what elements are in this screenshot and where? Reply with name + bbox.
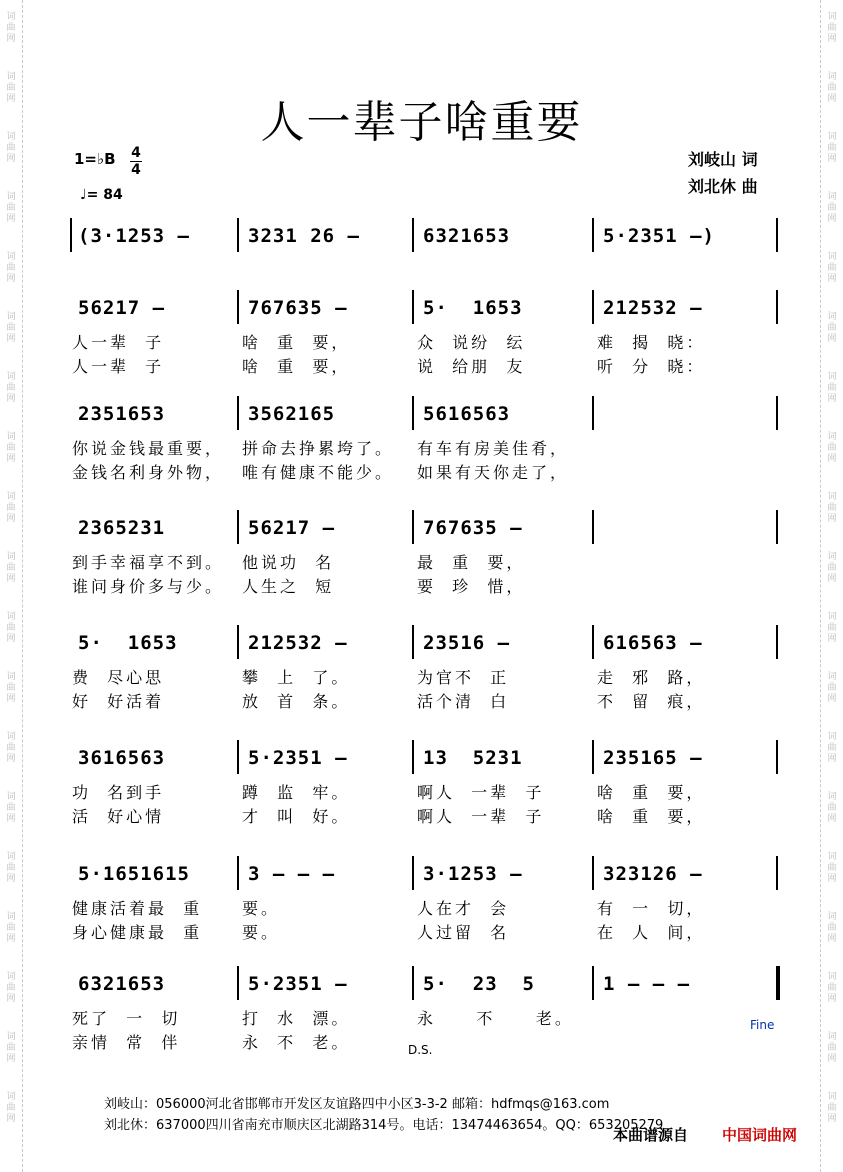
watermark-text: 词曲网 (827, 312, 837, 344)
lyric-segment: 人一辈 子 (72, 357, 165, 376)
watermark-text: 词曲网 (6, 492, 16, 524)
watermark-text: 词曲网 (827, 132, 837, 164)
notes-line (72, 856, 778, 896)
lyric-segment: 要 珍 惜， (417, 577, 526, 596)
measure-notes: 3 — — — (248, 863, 336, 885)
watermark-text: 词曲网 (827, 12, 837, 44)
barline (592, 218, 594, 252)
song-title: 人一辈子啥重要 (260, 97, 583, 148)
lyric-segment: 难 揭 晓： (597, 333, 706, 352)
watermark-text: 词曲网 (6, 612, 16, 644)
measure-notes: 767635 — (423, 517, 523, 539)
watermark-text: 词曲网 (827, 972, 837, 1004)
measure-notes: 13 5231 (423, 747, 523, 769)
measure-notes: 5616563 (423, 403, 511, 425)
lyric-segment: 死了 一 切 (72, 1009, 181, 1028)
fine-marking: Fine (750, 1018, 775, 1032)
measure-notes: 2365231 (78, 517, 166, 539)
lyric-line (72, 665, 778, 689)
barline (776, 290, 778, 324)
watermark-text: 词曲网 (6, 252, 16, 284)
lyric-line (72, 436, 778, 460)
barline (412, 396, 414, 430)
lyric-segment: 为官不 正 (417, 668, 510, 687)
lyric-segment: 蹲 监 牢。 (242, 783, 351, 802)
measure-notes: 5·2351 — (248, 973, 348, 995)
watermark-text: 词曲网 (6, 732, 16, 764)
lyric-line (72, 1006, 778, 1030)
score-row (72, 510, 778, 598)
lyric-segment: 人在才 会 (417, 899, 510, 918)
lyric-segment: 不 留 痕， (597, 692, 706, 711)
watermark-text: 词曲网 (6, 432, 16, 464)
watermark-text: 词曲网 (827, 1032, 837, 1064)
notes-line (72, 625, 778, 665)
watermark-text: 词曲网 (827, 912, 837, 944)
measure-notes: 6321653 (423, 225, 511, 247)
barline (237, 966, 239, 1000)
lyric-segment: 费 尽心思 (72, 668, 165, 687)
lyric-line (72, 920, 778, 944)
measure-notes: 1 — — — (603, 973, 691, 995)
watermark-text: 词曲网 (827, 192, 837, 224)
barline (592, 290, 594, 324)
lyric-segment: 你说金钱最重要， (72, 439, 225, 458)
barline (776, 218, 778, 252)
lyric-segment: 亲情 常 伴 (72, 1033, 181, 1052)
lyric-segment: 走 邪 路， (597, 668, 706, 687)
score-row (72, 396, 778, 484)
lyric-segment: 打 水 漂。 (242, 1009, 351, 1028)
score-row (72, 740, 778, 828)
lyric-segment: 有 一 切， (597, 899, 706, 918)
footer-line-lyricist: 刘岐山：056000河北省邯郸市开发区友谊路四中小区3-3-2 邮箱：hdfmqs@163.com (104, 1097, 610, 1112)
notes-line (72, 510, 778, 550)
lyric-line (72, 804, 778, 828)
watermark-text: 词曲网 (6, 552, 16, 584)
lyric-segment: 谁问身价多与少。 (72, 577, 225, 596)
lyric-segment: 人生之 短 (242, 577, 335, 596)
score-row (72, 290, 778, 378)
watermark-text: 词曲网 (827, 1092, 837, 1124)
lyric-segment: 到手幸福享不到。 (72, 553, 225, 572)
barline (412, 218, 414, 252)
barline (237, 396, 239, 430)
lyric-segment: 活个清 白 (417, 692, 510, 711)
watermark-text: 词曲网 (827, 852, 837, 884)
measure-notes: 2351653 (78, 403, 166, 425)
lyric-segment: 在 人 间， (597, 923, 706, 942)
barline (592, 856, 594, 890)
lyric-segment: 众 说纷 纭 (417, 333, 526, 352)
watermark-text: 词曲网 (827, 672, 837, 704)
barline (776, 396, 778, 430)
lyric-segment: 要。 (242, 923, 281, 942)
watermark-text: 词曲网 (827, 252, 837, 284)
measure-notes: 5· 1653 (78, 632, 178, 654)
watermark-text: 词曲网 (827, 732, 837, 764)
lyric-line (72, 689, 778, 713)
measure-notes: 3616563 (78, 747, 166, 769)
measure-notes: 23516 — (423, 632, 511, 654)
barline (592, 966, 594, 1000)
measure-notes: 235165 — (603, 747, 703, 769)
barline (776, 856, 778, 890)
barline (592, 396, 594, 430)
lyric-segment: 如果有天你走了， (417, 463, 570, 482)
measure-notes: 6321653 (78, 973, 166, 995)
watermark-text: 词曲网 (6, 792, 16, 824)
lyric-segment: 啥 重 要， (242, 333, 351, 352)
notes-line (72, 966, 778, 1006)
lyric-line (72, 258, 778, 282)
watermark-text: 词曲网 (6, 372, 16, 404)
measure-notes: (3·1253 — (78, 225, 190, 247)
meter-top: 4 (131, 145, 141, 161)
lyric-line (72, 896, 778, 920)
measure-notes: 5·2351 — (248, 747, 348, 769)
measure-notes: 5· 23 5 (423, 973, 535, 995)
measure-notes: 5·2351 —) (603, 225, 715, 247)
notes-line (72, 396, 778, 436)
watermark-text: 词曲网 (6, 132, 16, 164)
lyric-line (72, 354, 778, 378)
barline (412, 856, 414, 890)
barline (70, 218, 72, 252)
lyric-line (72, 574, 778, 598)
credits (688, 146, 758, 200)
source-label: 本曲谱源自 (613, 1126, 689, 1144)
lyric-segment: 他说功 名 (242, 553, 335, 572)
composer: 刘北休 曲 (688, 177, 758, 196)
score-row (72, 966, 778, 1054)
lyric-segment: 功 名到手 (72, 783, 165, 802)
meter-bottom: 4 (131, 162, 141, 178)
barline (592, 740, 594, 774)
watermark-text: 词曲网 (6, 1032, 16, 1064)
lyric-segment: 健康活着最 重 (72, 899, 203, 918)
lyric-segment: 放 首 条。 (242, 692, 351, 711)
key-signature: 1=♭B (74, 150, 116, 168)
watermark-text: 词曲网 (827, 72, 837, 104)
measure-notes: 3562165 (248, 403, 336, 425)
lyric-segment: 才 叫 好。 (242, 807, 351, 826)
watermark-text: 词曲网 (6, 912, 16, 944)
lyric-segment: 攀 上 了。 (242, 668, 351, 687)
left-watermark-strip (0, 0, 23, 1172)
lyric-segment: 人过留 名 (417, 923, 510, 942)
time-signature (130, 145, 142, 178)
watermark-text: 词曲网 (6, 192, 16, 224)
lyric-segment: 永 不 老。 (242, 1033, 351, 1052)
watermark-text: 词曲网 (827, 492, 837, 524)
measure-notes: 616563 — (603, 632, 703, 654)
watermark-text: 词曲网 (827, 432, 837, 464)
watermark-text: 词曲网 (6, 1092, 16, 1124)
barline (776, 740, 778, 774)
watermark-text: 词曲网 (827, 792, 837, 824)
watermark-text: 词曲网 (827, 612, 837, 644)
watermark-text: 词曲网 (6, 312, 16, 344)
watermark-text: 词曲网 (6, 672, 16, 704)
watermark-text: 词曲网 (6, 852, 16, 884)
lyric-segment: 有车有房美佳肴， (417, 439, 570, 458)
barline (412, 290, 414, 324)
tempo-marking: ♩= 84 (80, 187, 123, 203)
lyric-line (72, 330, 778, 354)
lyric-segment: 金钱名利身外物， (72, 463, 225, 482)
measure-notes: 3·1253 — (423, 863, 523, 885)
lyric-segment: 啥 重 要， (242, 357, 351, 376)
barline (412, 625, 414, 659)
lyric-line (72, 780, 778, 804)
barline (412, 740, 414, 774)
watermark-text: 词曲网 (827, 372, 837, 404)
watermark-text: 词曲网 (6, 72, 16, 104)
measure-notes: 5·1651615 (78, 863, 190, 885)
lyric-segment: 啥 重 要， (597, 807, 706, 826)
lyric-segment: 最 重 要， (417, 553, 526, 572)
lyric-segment: 说 给朋 友 (417, 357, 526, 376)
footer-line-composer: 刘北休：637000四川省南充市顺庆区北湖路314号。电话：13474463654。QQ：653205279 (104, 1118, 664, 1133)
lyric-segment: 身心健康最 重 (72, 923, 203, 942)
lyric-line (72, 550, 778, 574)
barline (412, 966, 414, 1000)
notes-line (72, 290, 778, 330)
measure-notes: 56217 — (78, 297, 166, 319)
barline (776, 966, 780, 1000)
lyric-segment: 人一辈 子 (72, 333, 165, 352)
lyric-line (72, 460, 778, 484)
measure-notes: 767635 — (248, 297, 348, 319)
barline (237, 740, 239, 774)
notes-line (72, 740, 778, 780)
barline (237, 218, 239, 252)
right-watermark-strip (820, 0, 843, 1172)
source-site-link[interactable]: 中国词曲网 (722, 1126, 798, 1144)
watermark-text: 词曲网 (827, 552, 837, 584)
score-row (72, 856, 778, 944)
score-row (72, 625, 778, 713)
barline (237, 510, 239, 544)
barline (592, 625, 594, 659)
lyric-segment: 唯有健康不能少。 (242, 463, 395, 482)
measure-notes: 323126 — (603, 863, 703, 885)
lyric-segment: 啊人 一辈 子 (417, 807, 545, 826)
contact-footer (104, 1094, 663, 1136)
lyric-segment: 活 好心情 (72, 807, 165, 826)
notes-line (72, 218, 778, 258)
lyric-segment: 听 分 晓： (597, 357, 706, 376)
measure-notes: 212532 — (603, 297, 703, 319)
lyric-segment: 啊人 一辈 子 (417, 783, 545, 802)
barline (237, 856, 239, 890)
barline (776, 625, 778, 659)
lyric-segment: 拼命去挣累垮了。 (242, 439, 395, 458)
lyric-segment: 要。 (242, 899, 281, 918)
lyric-segment: 啥 重 要， (597, 783, 706, 802)
lyric-segment: 好 好活着 (72, 692, 165, 711)
barline (237, 625, 239, 659)
watermark-text: 词曲网 (6, 12, 16, 44)
barline (776, 510, 778, 544)
measure-notes: 212532 — (248, 632, 348, 654)
ds-marking: D.S. (408, 1043, 433, 1057)
lyricist: 刘岐山 词 (688, 150, 758, 169)
measure-notes: 3231 26 — (248, 225, 360, 247)
measure-notes: 56217 — (248, 517, 336, 539)
barline (237, 290, 239, 324)
barline (592, 510, 594, 544)
barline (412, 510, 414, 544)
lyric-segment: 永 不 老。 (417, 1009, 574, 1028)
measure-notes: 5· 1653 (423, 297, 523, 319)
watermark-text: 词曲网 (6, 972, 16, 1004)
